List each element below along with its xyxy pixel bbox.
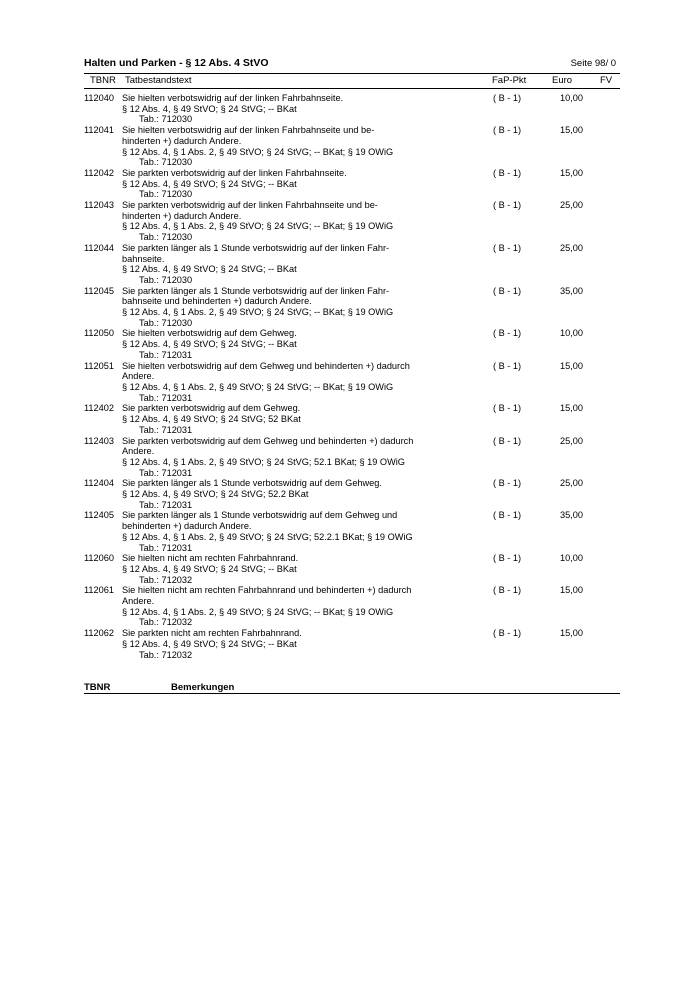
entries-list [84,93,620,660]
tbnr-cell: 112044 [84,242,114,253]
offense-line: Sie hielten verbotswidrig auf der linken Fahrbahnseite und be- [122,125,375,136]
tbnr-cell: 112403 [84,435,114,446]
legal-reference: § 12 Abs. 4, § 49 StVO; § 24 StVG; 52 BKat [122,414,301,425]
offense-text [122,510,422,553]
table-reference: Tab.: 712031 [139,349,193,360]
table-reference: Tab.: 712031 [139,542,193,553]
column-header-tbnr: TBNR [90,75,116,86]
table-reference: Tab.: 712030 [139,157,193,168]
euro-amount-cell: 15,00 [560,403,583,414]
header-rule [84,73,620,74]
fap-points-cell: ( B - 1) [493,328,522,339]
offense-text [122,436,422,479]
table-row [84,585,620,628]
tbnr-cell: 112402 [84,403,114,414]
euro-amount-cell: 10,00 [560,553,583,564]
offense-line: Sie hielten verbotswidrig auf dem Gehweg. [122,328,297,339]
page-header [84,57,620,73]
offense-line: Sie parkten verbotswidrig auf dem Gehweg. [122,403,301,414]
table-reference: Tab.: 712032 [139,649,193,660]
table-row [84,510,620,553]
offense-line: Sie parkten länger als 1 Stunde verbotswidrig auf der linken Fahr- [122,242,390,253]
offense-line: Sie parkten länger als 1 Stunde verbotswidrig auf der linken Fahr- [122,285,390,296]
fap-points-cell: ( B - 1) [493,510,522,521]
remarks-label: Bemerkungen [171,682,235,693]
fap-points-cell: ( B - 1) [493,167,522,178]
offense-text [122,93,422,125]
table-row [84,200,620,243]
remarks-rule [84,693,620,694]
table-row [84,478,620,510]
fap-points-cell: ( B - 1) [493,628,522,639]
legal-reference: § 12 Abs. 4, § 49 StVO; § 24 StVG; -- BKat [122,563,297,574]
tbnr-cell: 112040 [84,93,114,103]
table-row [84,243,620,286]
table-row [84,361,620,404]
legal-reference: § 12 Abs. 4, § 49 StVO; § 24 StVG; -- BKat [122,638,297,649]
legal-reference: § 12 Abs. 4, § 1 Abs. 2, § 49 StVO; § 24 StVG; -- BKat; § 19 OWiG [122,381,394,392]
column-header-rule [84,88,620,89]
offense-text [122,168,422,200]
tbnr-cell: 112050 [84,328,114,339]
tbnr-cell: 112051 [84,360,114,371]
offense-text [122,200,422,243]
legal-reference: § 12 Abs. 4, § 1 Abs. 2, § 49 StVO; § 24 StVG; -- BKat; § 19 OWiG [122,307,394,318]
table-reference: Tab.: 712032 [139,574,193,585]
table-reference: Tab.: 712031 [139,499,193,510]
tbnr-cell: 112062 [84,628,114,639]
column-header-euro: Euro [552,75,573,86]
euro-amount-cell: 15,00 [560,585,583,596]
tbnr-cell: 112404 [84,478,114,489]
fap-points-cell: ( B - 1) [493,285,522,296]
offense-text [122,628,422,660]
offense-text [122,286,422,329]
table-reference: Tab.: 712030 [139,317,193,328]
table-row [84,553,620,585]
legal-reference: § 12 Abs. 4, § 1 Abs. 2, § 49 StVO; § 24 StVG; 52.2.1 BKat; § 19 OWiG [122,531,413,542]
offense-line: Andere. [122,371,155,382]
column-header-text: Tatbestandstext [125,75,192,86]
offense-text [122,585,422,628]
column-header-fv: FV [600,75,613,86]
page-number: Seite 98/ 0 [570,58,616,69]
offense-text [122,328,422,360]
offense-line: Andere. [122,446,155,457]
legal-reference: § 12 Abs. 4, § 49 StVO; § 24 StVG; -- BKat [122,339,297,350]
fap-points-cell: ( B - 1) [493,585,522,596]
tbnr-cell: 112041 [84,125,114,136]
legal-reference: § 12 Abs. 4, § 49 StVO; § 24 StVG; -- BKat [122,103,297,114]
table-reference: Tab.: 712031 [139,424,193,435]
euro-amount-cell: 25,00 [560,200,583,211]
euro-amount-cell: 25,00 [560,435,583,446]
offense-line: Sie hielten nicht am rechten Fahrbahnrand und behinderten +) dadurch [122,585,412,596]
fap-points-cell: ( B - 1) [493,125,522,136]
table-row [84,168,620,200]
offense-line: Sie parkten länger als 1 Stunde verbotswidrig auf dem Gehweg. [122,478,382,489]
euro-amount-cell: 15,00 [560,167,583,178]
table-reference: Tab.: 712032 [139,617,193,628]
euro-amount-cell: 15,00 [560,360,583,371]
offense-line: Andere. [122,596,155,607]
offense-line: Sie hielten verbotswidrig auf der linken Fahrbahnseite. [122,93,344,103]
table-reference: Tab.: 712030 [139,274,193,285]
offense-text [122,403,422,435]
page-title: Halten und Parken - § 12 Abs. 4 StVO [84,57,269,69]
table-reference: Tab.: 712031 [139,467,193,478]
euro-amount-cell: 15,00 [560,125,583,136]
fap-points-cell: ( B - 1) [493,553,522,564]
euro-amount-cell: 25,00 [560,478,583,489]
offense-line: bahnseite. [122,253,165,264]
remarks-tbnr-label: TBNR [84,682,111,693]
table-row [84,403,620,435]
offense-text [122,125,422,168]
offense-line: Sie parkten nicht am rechten Fahrbahnrand. [122,628,302,639]
tbnr-cell: 112043 [84,200,114,211]
table-row [84,436,620,479]
euro-amount-cell: 25,00 [560,242,583,253]
offense-text [122,553,422,585]
fap-points-cell: ( B - 1) [493,360,522,371]
legal-reference: § 12 Abs. 4, § 1 Abs. 2, § 49 StVO; § 24 StVG; -- BKat; § 19 OWiG [122,606,394,617]
legal-reference: § 12 Abs. 4, § 1 Abs. 2, § 49 StVO; § 24 StVG; -- BKat; § 19 OWiG [122,146,394,157]
tbnr-cell: 112405 [84,510,114,521]
fap-points-cell: ( B - 1) [493,200,522,211]
euro-amount-cell: 35,00 [560,510,583,521]
offense-line: hinderten +) dadurch Andere. [122,135,242,146]
tbnr-cell: 112061 [84,585,114,596]
euro-amount-cell: 10,00 [560,93,583,103]
legal-reference: § 12 Abs. 4, § 1 Abs. 2, § 49 StVO; § 24 StVG; 52.1 BKat; § 19 OWiG [122,456,405,467]
euro-amount-cell: 10,00 [560,328,583,339]
offense-line: behinderten +) dadurch Andere. [122,521,252,532]
legal-reference: § 12 Abs. 4, § 49 StVO; § 24 StVG; -- BKat [122,178,297,189]
legal-reference: § 12 Abs. 4, § 49 StVO; § 24 StVG; 52.2 BKat [122,489,309,500]
table-reference: Tab.: 712030 [139,114,193,125]
fap-points-cell: ( B - 1) [493,435,522,446]
offense-text [122,361,422,404]
table-row [84,286,620,329]
offense-text [122,478,422,510]
tbnr-cell: 112045 [84,285,114,296]
table-row [84,628,620,660]
offense-line: Sie hielten nicht am rechten Fahrbahnrand. [122,553,299,564]
fap-points-cell: ( B - 1) [493,93,522,103]
offense-line: Sie parkten verbotswidrig auf der linken Fahrbahnseite und be- [122,200,378,211]
table-row [84,93,620,125]
fap-points-cell: ( B - 1) [493,242,522,253]
tbnr-cell: 112042 [84,167,114,178]
table-row [84,328,620,360]
legal-reference: § 12 Abs. 4, § 49 StVO; § 24 StVG; -- BKat [122,264,297,275]
offense-line: Sie parkten länger als 1 Stunde verbotswidrig auf dem Gehweg und [122,510,398,521]
offense-line: Sie hielten verbotswidrig auf dem Gehweg und behinderten +) dadurch [122,360,410,371]
euro-amount-cell: 15,00 [560,628,583,639]
euro-amount-cell: 35,00 [560,285,583,296]
offense-text [122,243,422,286]
offense-line: bahnseite und behinderten +) dadurch Andere. [122,296,312,307]
fap-points-cell: ( B - 1) [493,478,522,489]
table-row [84,125,620,168]
table-reference: Tab.: 712030 [139,189,193,200]
offense-line: Sie parkten verbotswidrig auf der linken Fahrbahnseite. [122,167,347,178]
fap-points-cell: ( B - 1) [493,403,522,414]
tbnr-cell: 112060 [84,553,114,564]
legal-reference: § 12 Abs. 4, § 1 Abs. 2, § 49 StVO; § 24 StVG; -- BKat; § 19 OWiG [122,221,394,232]
offense-line: Sie parkten verbotswidrig auf dem Gehweg und behinderten +) dadurch [122,435,414,446]
table-reference: Tab.: 712030 [139,232,193,243]
table-reference: Tab.: 712031 [139,392,193,403]
offense-line: hinderten +) dadurch Andere. [122,210,242,221]
column-header-fap: FaP-Pkt [492,75,527,86]
